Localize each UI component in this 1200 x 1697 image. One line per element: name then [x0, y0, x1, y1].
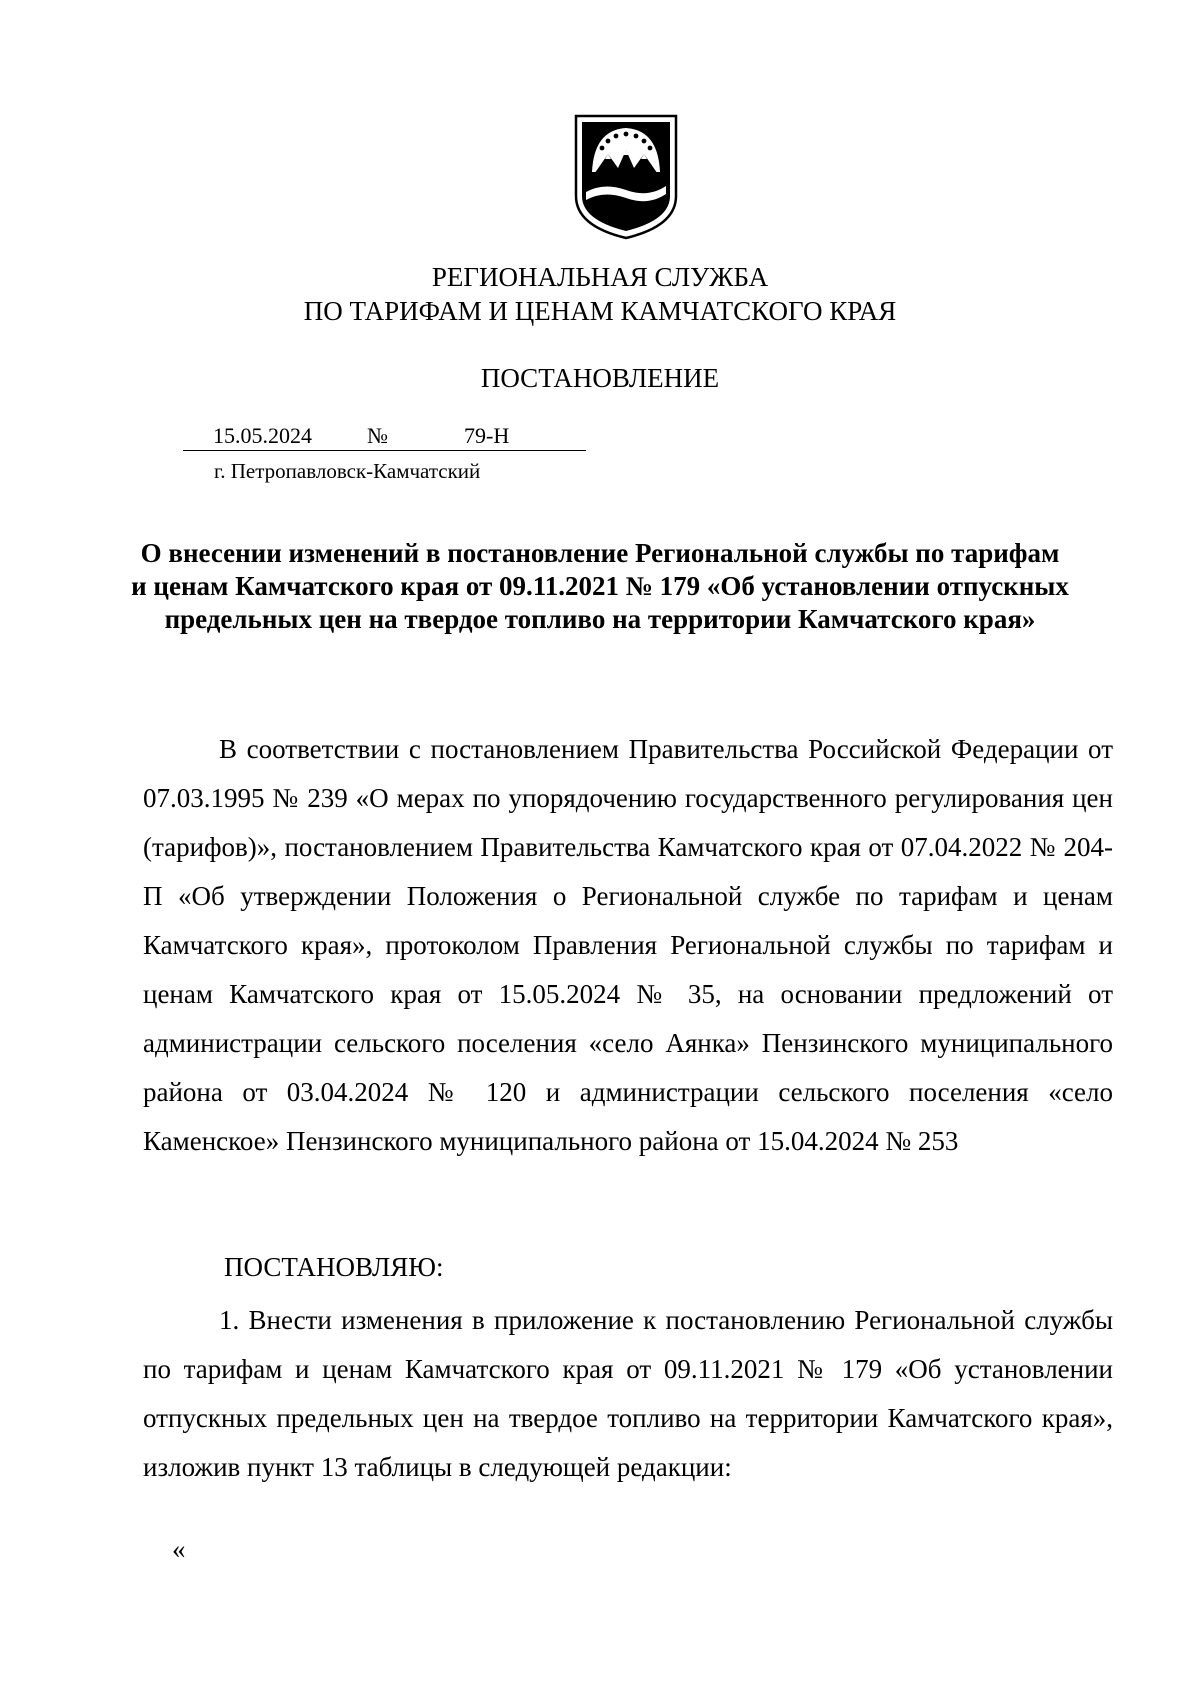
document-type: ПОСТАНОВЛЕНИЕ	[480, 363, 720, 393]
document-number: 79-Н	[464, 423, 510, 448]
opening-quote: «	[172, 1534, 186, 1564]
document-title: О внесении изменений в постановление Региональной службы по тарифам и ценам Камчатского края от 09.11.2021 № 179 «Об установлении отпускных предельных цен на твердое топливо на территории Камчатского края»	[131, 538, 1069, 634]
resolve-heading: ПОСТАНОВЛЯЮ:	[224, 1252, 444, 1282]
item-1-paragraph: 1. Внести изменения в приложение к постановлению Региональной службы по тарифам и ценам Камчатского края от 09.11.2021 № 179 «Об установлении отпускных предельных цен на твердое топливо на территории Камчатского края», изложив пункт 13 таблицы в следующей редакции:	[143, 1305, 1113, 1482]
organization-name-line2: ПО ТАРИФАМ И ЦЕНАМ КАМЧАТСКОГО КРАЯ	[303, 296, 897, 326]
organization-name-line1: РЕГИОНАЛЬНАЯ СЛУЖБА	[431, 262, 769, 292]
meta-underline	[183, 450, 586, 451]
number-sign: №	[367, 423, 388, 448]
coat-of-arms-emblem	[574, 114, 678, 240]
preamble-paragraph: В соответствии с постановлением Правительства Российской Федерации от 07.03.1995 № 239 «О мерах по упорядочению государственного регулирования цен (тарифов)», постановлением Правительства Камчатского края от 07.04.2022 № 204-П «Об утверждении Положения о Региональной службе по тарифам и ценам Камчатского края», протоколом Правления Региональной службы по тарифам и ценам Камчатского края от 15.05.2024 № 35, на основании предложений от администрации сельского поселения «село Аянка» Пензинского муниципального района от 03.04.2024 № 120 и администрации сельского поселения «село Каменское» Пензинского муниципального района от 15.04.2024 № 253	[143, 734, 1113, 1156]
document-meta	[183, 423, 586, 453]
document-date: 15.05.2024	[213, 423, 312, 448]
kamchatka-coat-of-arms-icon	[574, 114, 678, 240]
document-city: г. Петропавловск-Камчатский	[214, 459, 481, 483]
